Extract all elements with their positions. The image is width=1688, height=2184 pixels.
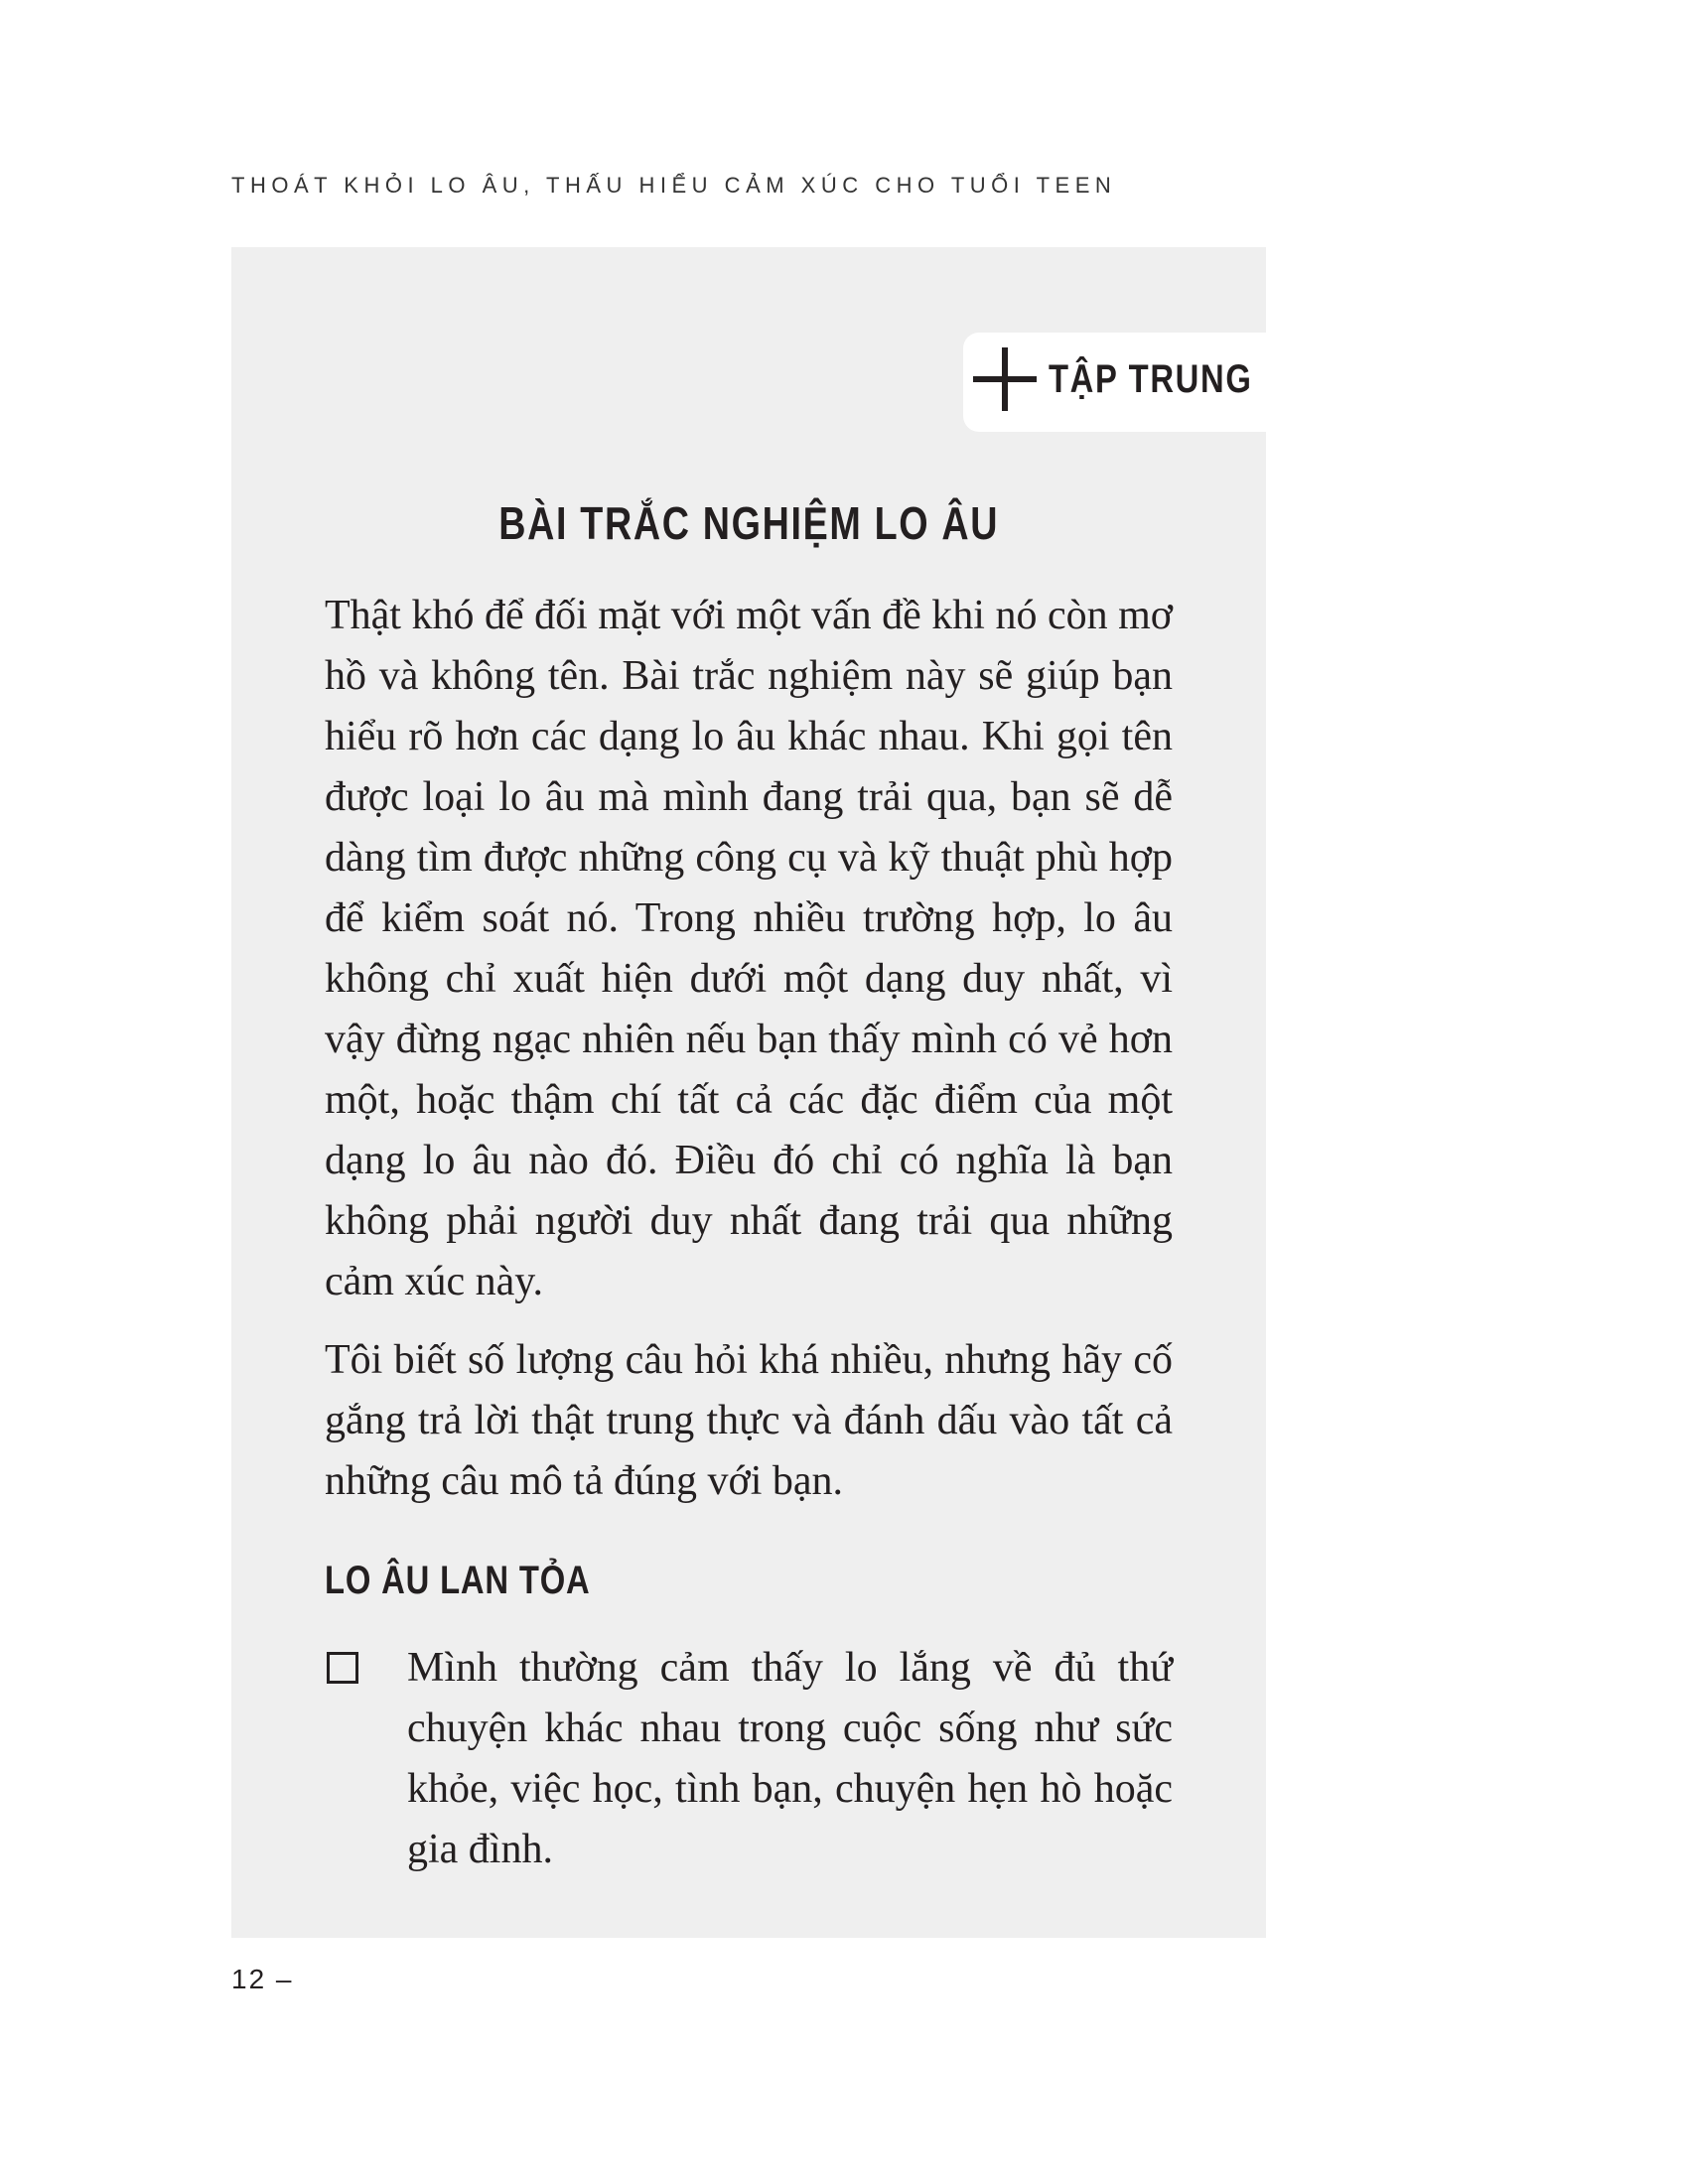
running-header: THOÁT KHỎI LO ÂU, THẤU HIỂU CẢM XÚC CHO TUỔI TEEN: [231, 173, 1117, 198]
checklist-checkbox[interactable]: [327, 1652, 358, 1684]
quiz-title-text: BÀI TRẮC NGHIỆM LO ÂU: [498, 497, 999, 549]
instruction-paragraph: Tôi biết số lượng câu hỏi khá nhiều, nhưng hãy cố gắng trả lời thật trung thực và đánh dấu vào tất cả những câu mô tả đúng với bạn.: [325, 1337, 1173, 1504]
checklist-item-text: Mình thường cảm thấy lo lắng về đủ thứ chuyện khác nhau trong cuộc sống như sức khỏe, việc học, tình bạn, chuyện hẹn hò hoặc gia đình.: [407, 1645, 1173, 1872]
section-heading: LO ÂU LAN TỎA: [325, 1559, 591, 1602]
plus-icon: [973, 347, 1037, 411]
page-number: 12 –: [231, 1964, 294, 1994]
quiz-title: [231, 496, 1266, 550]
focus-label: TẬP TRUNG: [1049, 357, 1253, 401]
intro-paragraph: Thật khó để đối mặt với một vấn đề khi nó còn mơ hồ và không tên. Bài trắc nghiệm này sẽ giúp bạn hiểu rõ hơn các dạng lo âu khác nhau. Khi gọi tên được loại lo âu mà mình đang trải qua, bạn sẽ dễ dàng tìm được những công cụ và kỹ thuật phù hợp để kiểm soát nó. Trong nhiều trường hợp, lo âu không chỉ xuất hiện dưới một dạng duy nhất, vì vậy đừng ngạc nhiên nếu bạn thấy mình có vẻ hơn một, hoặc thậm chí tất cả các đặc điểm của một dạng lo âu nào đó. Điều đó chỉ có nghĩa là bạn không phải người duy nhất đang trải qua những cảm xúc này.: [325, 593, 1173, 1304]
